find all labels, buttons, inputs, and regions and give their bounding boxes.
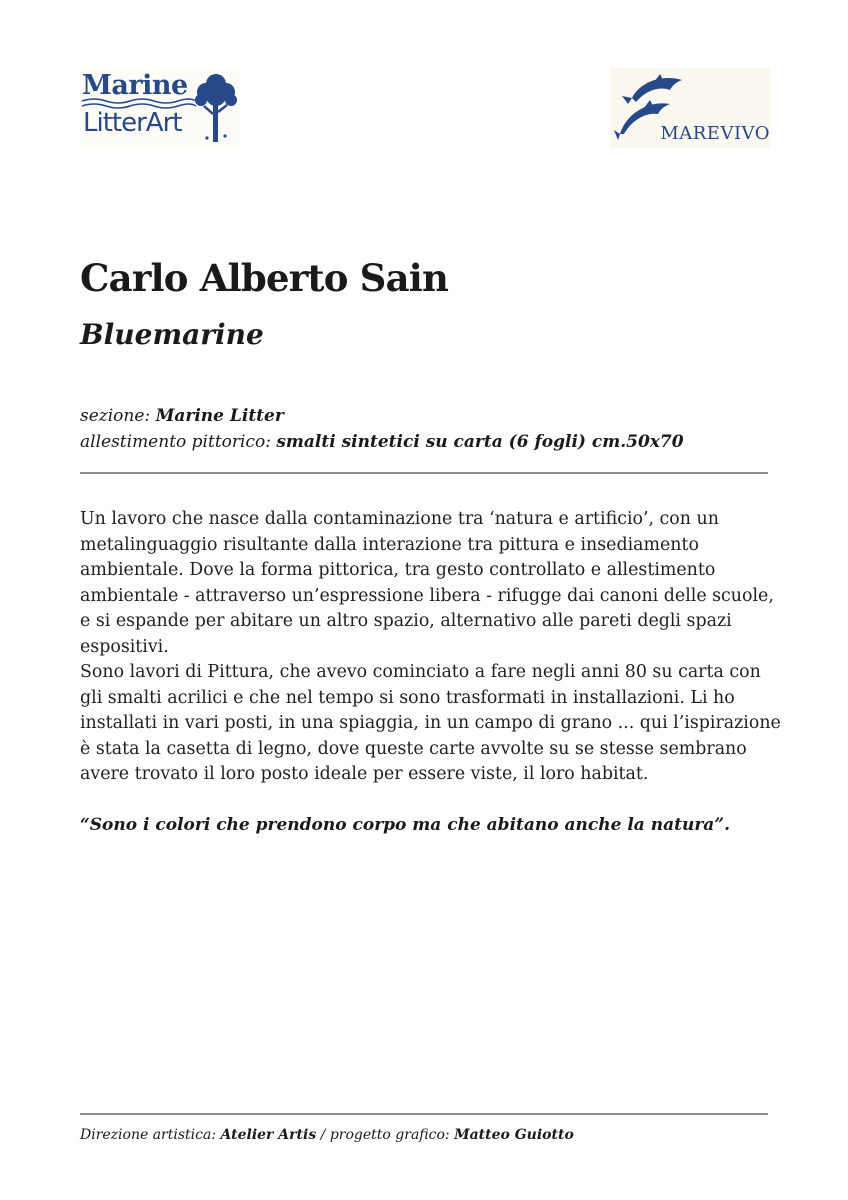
- description-line: espositivi.: [80, 636, 169, 657]
- artist-quote: “Sono i colori che prendono corpo ma che abitano anche la natura”.: [80, 815, 730, 835]
- description-line: avere trovato il loro posto ideale per essere viste, il loro habitat.: [80, 764, 649, 784]
- setup-value: smalti sintetici su carta (6 fogli) cm.50x70: [276, 432, 684, 452]
- logo-word-litterart: LitterArt: [83, 108, 182, 138]
- direction-value: Atelier Artis: [220, 1127, 317, 1143]
- credits-separator: /: [316, 1127, 330, 1143]
- work-title: Bluemarine: [80, 318, 264, 351]
- design-value: Matteo Guiotto: [454, 1127, 574, 1143]
- divider-bottom: [80, 1113, 768, 1115]
- logo-word-marine: Marine: [82, 70, 188, 101]
- divider-top: [80, 472, 768, 474]
- description-line: ambientale - attraverso un’espressione libera - rifugge dai canoni delle scuole,: [80, 585, 774, 606]
- description-line: e si espande per abitare un altro spazio, alternativo alle pareti degli spazi: [80, 611, 732, 631]
- description-line: Un lavoro che nasce dalla contaminazione tra ‘natura e artificio’, con un: [80, 509, 719, 529]
- marine-litterart-logo: [80, 68, 240, 148]
- artist-name: Carlo Alberto Sain: [80, 256, 449, 300]
- description-line: è stata la casetta di legno, dove queste carte avvolte su se stesse sembrano: [80, 738, 747, 759]
- design-label: progetto grafico:: [329, 1127, 450, 1143]
- section-label: sezione:: [80, 406, 151, 426]
- marevivo-logo: [610, 68, 770, 148]
- setup-label: allestimento pittorico:: [80, 432, 271, 452]
- description-line: ambientale. Dove la forma pittorica, tra gesto controllato e allestimento: [80, 560, 716, 580]
- direction-label: Direzione artistica:: [80, 1127, 217, 1143]
- marevivo-wordmark: MAREVIVO: [660, 123, 770, 144]
- description-line: Sono lavori di Pittura, che avevo cominciato a fare negli anni 80 su carta con: [80, 662, 761, 682]
- description-line: gli smalti acrilici e che nel tempo si sono trasformati in installazioni. Li ho: [80, 687, 735, 708]
- setup-line: [80, 432, 684, 452]
- description-paragraph: [80, 507, 780, 788]
- description-line: metalinguaggio risultante dalla interazione tra pittura e insediamento: [80, 534, 699, 555]
- description-line: installati in vari posti, in una spiaggia, in un campo di grano ... qui l’ispirazione: [80, 713, 781, 733]
- section-line: [80, 406, 284, 426]
- tree-icon: [80, 68, 240, 148]
- credits-footer: [80, 1127, 574, 1143]
- section-value: Marine Litter: [155, 406, 284, 426]
